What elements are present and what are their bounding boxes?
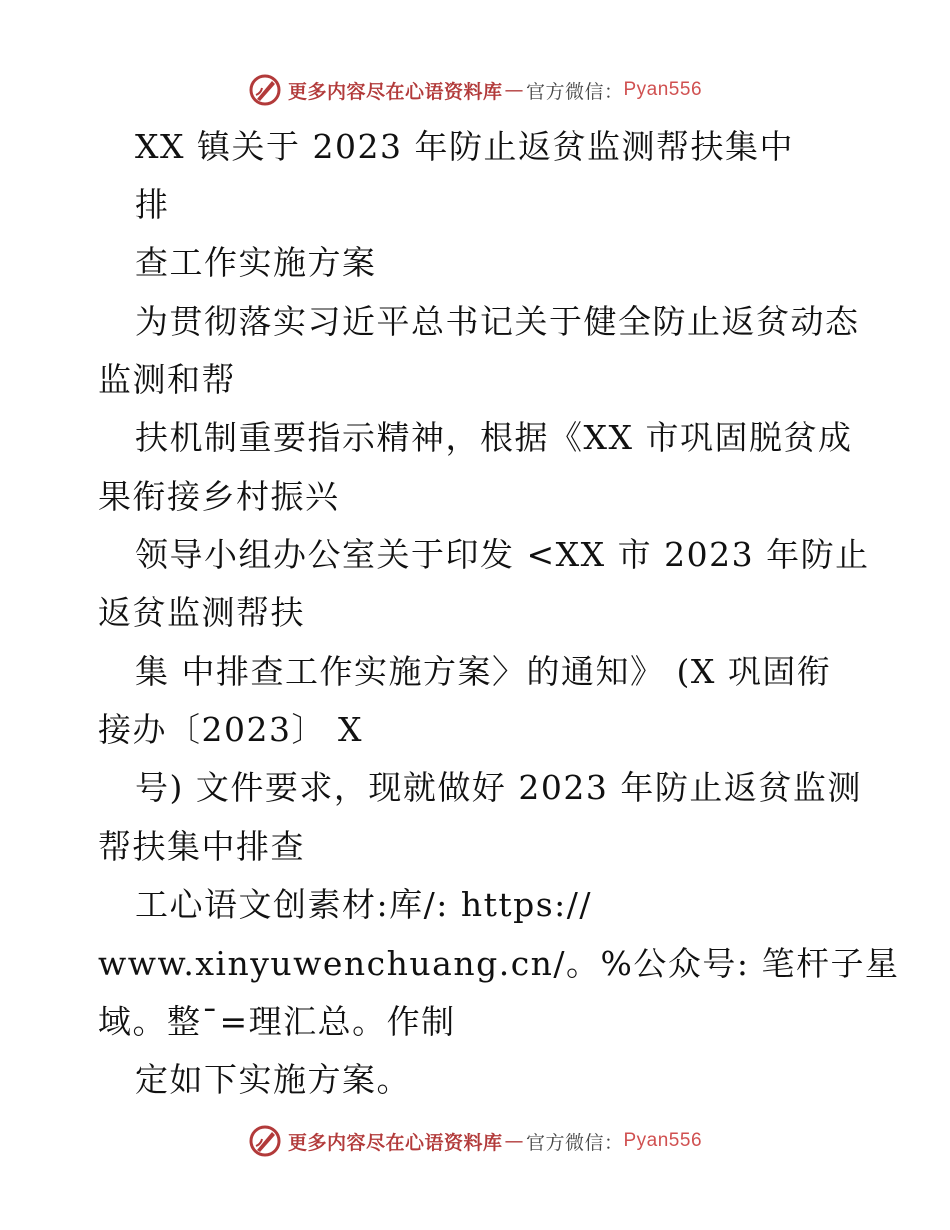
doc-line: 返贫监测帮扶 (98, 593, 305, 632)
doc-line: 扶机制重要指示精神，根据《XX 市巩固脱贫成 (135, 418, 853, 457)
doc-line: 领导小组办公室关于印发 <XX 市 2023 年防止 (135, 535, 870, 574)
doc-line: 监测和帮 (98, 360, 236, 399)
quill-logo-icon (248, 1124, 282, 1158)
header-banner (0, 70, 950, 110)
banner-prefix: 更多内容尽在心语资料库 (287, 80, 503, 103)
doc-line: 集 中排查工作实施方案〉的通知》 (X 巩固衔 (135, 652, 832, 691)
doc-line: 查工作实施方案 (135, 243, 377, 282)
banner-wechat-id: Pyan556 (623, 1130, 703, 1151)
banner-wechat-label: 官方微信： (525, 1131, 624, 1154)
banner-separator: — (504, 1130, 524, 1152)
doc-line: 帮扶集中排查 (98, 827, 305, 866)
banner-separator: — (504, 79, 524, 101)
doc-line: 号) 文件要求，现就做好 2023 年防止返贫监测 (135, 768, 862, 807)
footer-banner (0, 1121, 950, 1161)
doc-line: 定如下实施方案。 (135, 1060, 411, 1099)
doc-line: 果衔接乡村振兴 (98, 477, 340, 516)
banner-prefix: 更多内容尽在心语资料库 (287, 1131, 503, 1154)
banner-wechat-id: Pyan556 (623, 79, 703, 100)
banner-wechat-label: 官方微信： (525, 80, 624, 103)
doc-line: 排 (135, 185, 170, 224)
doc-line: XX 镇关于 2023 年防止返贫监测帮扶集中 (135, 127, 794, 166)
doc-line: 工心语文创素材:库/: https:// (135, 885, 593, 924)
doc-line: 域。整¯=理汇总。作制 (98, 1002, 456, 1041)
doc-line: 接办〔2023〕 X (98, 710, 363, 749)
doc-line: 为贯彻落实习近平总书记关于健全防止返贫动态 (135, 302, 860, 341)
doc-line: www.xinyuwenchuang.cn/。%公众号: 笔杆子星 (98, 944, 900, 983)
quill-logo-icon (248, 73, 282, 107)
